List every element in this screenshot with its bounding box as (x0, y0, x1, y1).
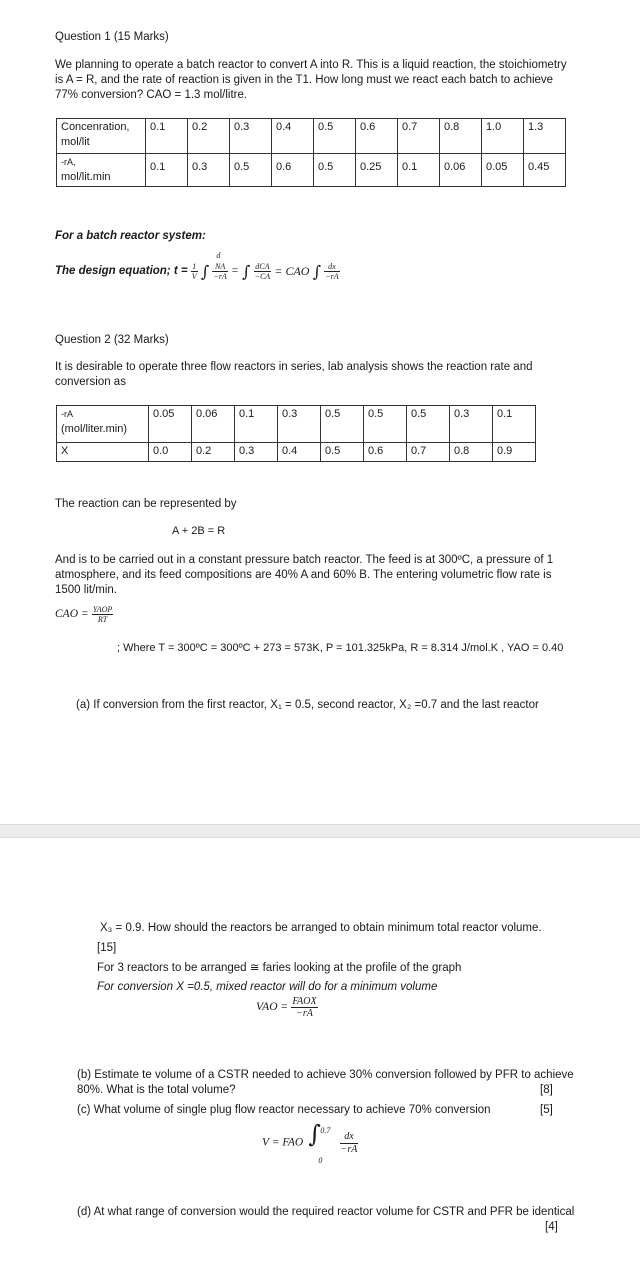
table-cell: 0.1 (235, 406, 278, 443)
page-divider (0, 824, 640, 838)
table-cell: 0.06 (440, 154, 482, 187)
frac-den: −CA (254, 272, 271, 281)
cao-term: = CAO (274, 264, 310, 278)
batch-heading: For a batch reactor system: (55, 230, 206, 242)
table-cell: 0.05 (482, 154, 524, 187)
table-cell: 0.8 (440, 119, 482, 154)
design-label: The design equation; t = (55, 265, 188, 277)
integral-sign: ∫ (200, 262, 210, 281)
equals: = (231, 265, 239, 277)
integral-lower-limit: 0 (318, 1156, 323, 1165)
table-cell: 0.2 (192, 443, 235, 462)
where-text: ; Where T = 300ºC = 300ºC + 273 = 573K, P = 101.325kPa, R = 8.314 J/mol.K , YAO = 0.40 (117, 642, 564, 654)
table-cell: 0.3 (450, 406, 493, 443)
table-cell: 0.1 (146, 119, 188, 154)
table-cell: 0.1 (146, 154, 188, 187)
table-cell: 0.1 (493, 406, 536, 443)
table-cell: 1.0 (482, 119, 524, 154)
integral-sign: ∫ (312, 262, 322, 281)
table-cell: 0.3 (230, 119, 272, 154)
vao-equation (256, 996, 318, 1019)
q2-table-row-conversion (57, 443, 536, 462)
frac-dna (212, 251, 227, 281)
table-cell: 0.6 (272, 154, 314, 187)
table-cell: 0.5 (407, 406, 450, 443)
reaction-equation: A + 2B = R (172, 525, 226, 537)
table-cell: 0.25 (356, 154, 398, 187)
conversion-note: For conversion X =0.5, mixed reactor will do for a minimum volume (97, 981, 438, 993)
table-cell: 0.6 (364, 443, 407, 462)
table-cell: 0.05 (149, 406, 192, 443)
table-row-label (57, 154, 146, 187)
label-line: (mol/liter.min) (61, 423, 128, 435)
frac-num: dx (340, 1131, 359, 1144)
frac-num: dCA (255, 262, 270, 271)
part-b: (b) Estimate te volume of a CSTR needed to achieve 30% conversion followed by PFR to achieve 80%. What is the total volume? (77, 1069, 574, 1096)
table-cell: 0.5 (314, 119, 356, 154)
q2-table (56, 405, 536, 462)
frac-num: 1 (192, 262, 197, 271)
conditions-text: And is to be carried out in a constant pressure batch reactor. The feed is at 300ºC, a pressure of 1 atmosphere, and its feed compositions are 40% A and 60% B. The entering volumetric flow rate is 1500 lit/min. (55, 554, 554, 596)
table-cell: 0.3 (278, 406, 321, 443)
table-cell: 0.4 (272, 119, 314, 154)
frac-den: V (191, 272, 197, 281)
table-cell: 0.6 (356, 119, 398, 154)
table-cell: 0.9 (493, 443, 536, 462)
cao-lhs: CAO = (55, 608, 89, 620)
table-cell: 0.3 (188, 154, 230, 187)
part-d-marks: [4] (545, 1221, 558, 1233)
table-row-label (57, 119, 146, 154)
frac-den: −rA (213, 272, 227, 281)
table-cell: 0.1 (398, 154, 440, 187)
q2-table-row-rate (57, 406, 536, 443)
q1-body: We planning to operate a batch reactor to convert A into R. This is a liquid reaction, the stoichiometry is A = R, and the rate of reaction is given in the T1. How long must we react each batch to achieve 77% conversion? CAO = 1.3 mol/litre. (55, 59, 567, 101)
frac-den: −rA (296, 1008, 313, 1019)
frac-den: −rA (340, 1143, 358, 1155)
part-c-marks: [5] (540, 1104, 553, 1116)
frac-dx (324, 262, 339, 281)
q1-title: Question 1 (15 Marks) (55, 31, 169, 43)
table-cell: 0.7 (398, 119, 440, 154)
part-a-continued: X₃ = 0.9. How should the reactors be arranged to obtain minimum total reactor volume. (100, 922, 542, 934)
arrange-note: For 3 reactors to be arranged ≅ faries looking at the profile of the graph (97, 962, 462, 974)
label-line: mol/lit (61, 136, 90, 148)
vao-lhs: VAO = (256, 1001, 289, 1013)
differential-d: d (216, 251, 221, 260)
cao-equation (55, 605, 113, 624)
frac-num: dx (324, 262, 339, 272)
table-cell: 0.4 (278, 443, 321, 462)
table-cell: 0.5 (321, 443, 364, 462)
q2-title: Question 2 (32 Marks) (55, 334, 169, 346)
reaction-intro: The reaction can be represented by (55, 498, 237, 510)
v-lhs: V = FAO (262, 1136, 304, 1149)
label-line: -rA, (61, 157, 76, 167)
table-cell: 0.3 (235, 443, 278, 462)
table-cell: 0.06 (192, 406, 235, 443)
table-row-label (57, 406, 149, 443)
table-cell: 0.0 (149, 443, 192, 462)
q1-table (56, 118, 566, 187)
label-line: mol/lit.min (61, 171, 111, 183)
table-cell: 0.5 (321, 406, 364, 443)
part-c: (c) What volume of single plug flow reactor necessary to achieve 70% conversion (77, 1104, 491, 1116)
table-cell: 0.2 (188, 119, 230, 154)
table-cell: 1.3 (524, 119, 566, 154)
plug-flow-equation (262, 1120, 358, 1165)
table-row-label: X (57, 443, 149, 462)
frac-cao (92, 605, 113, 624)
label-line: Concenration, (61, 121, 130, 133)
frac-vao (291, 996, 317, 1019)
table-cell: 0.5 (364, 406, 407, 443)
frac-den: RT (97, 615, 108, 624)
part-a: (a) If conversion from the first reactor, X₁ = 0.5, second reactor, X₂ =0.7 and the last reactor (76, 699, 539, 711)
design-equation (55, 251, 340, 281)
definite-integral (306, 1120, 331, 1165)
frac-den: −rA (325, 272, 339, 281)
integral-sign: ∫ (308, 1120, 321, 1148)
frac-1-over-v (191, 262, 198, 281)
integral-sign: ∫ (242, 262, 251, 281)
part-d: (d) At what range of conversion would the required reactor volume for CSTR and PFR be identical (77, 1206, 575, 1218)
table-cell: 0.8 (450, 443, 493, 462)
part-b-marks: [8] (540, 1084, 553, 1096)
q1-table-row-rate (57, 154, 566, 187)
table-cell: 0.45 (524, 154, 566, 187)
q2-body: It is desirable to operate three flow reactors in series, lab analysis shows the reaction rate and conversion as (55, 361, 533, 388)
table-cell: 0.7 (407, 443, 450, 462)
integral-upper-limit: 0.7 (320, 1126, 331, 1135)
part-a-marks: [15] (97, 942, 117, 954)
frac-num: YAOP (92, 605, 113, 614)
table-cell: 0.5 (314, 154, 356, 187)
label-line: -rA (61, 409, 73, 419)
q1-table-row-concentration (57, 119, 566, 154)
frac-num: FAOX (292, 996, 317, 1007)
table-cell: 0.5 (230, 154, 272, 187)
frac-num: NA (212, 262, 227, 272)
frac-v (340, 1131, 359, 1156)
frac-dca (254, 262, 272, 281)
